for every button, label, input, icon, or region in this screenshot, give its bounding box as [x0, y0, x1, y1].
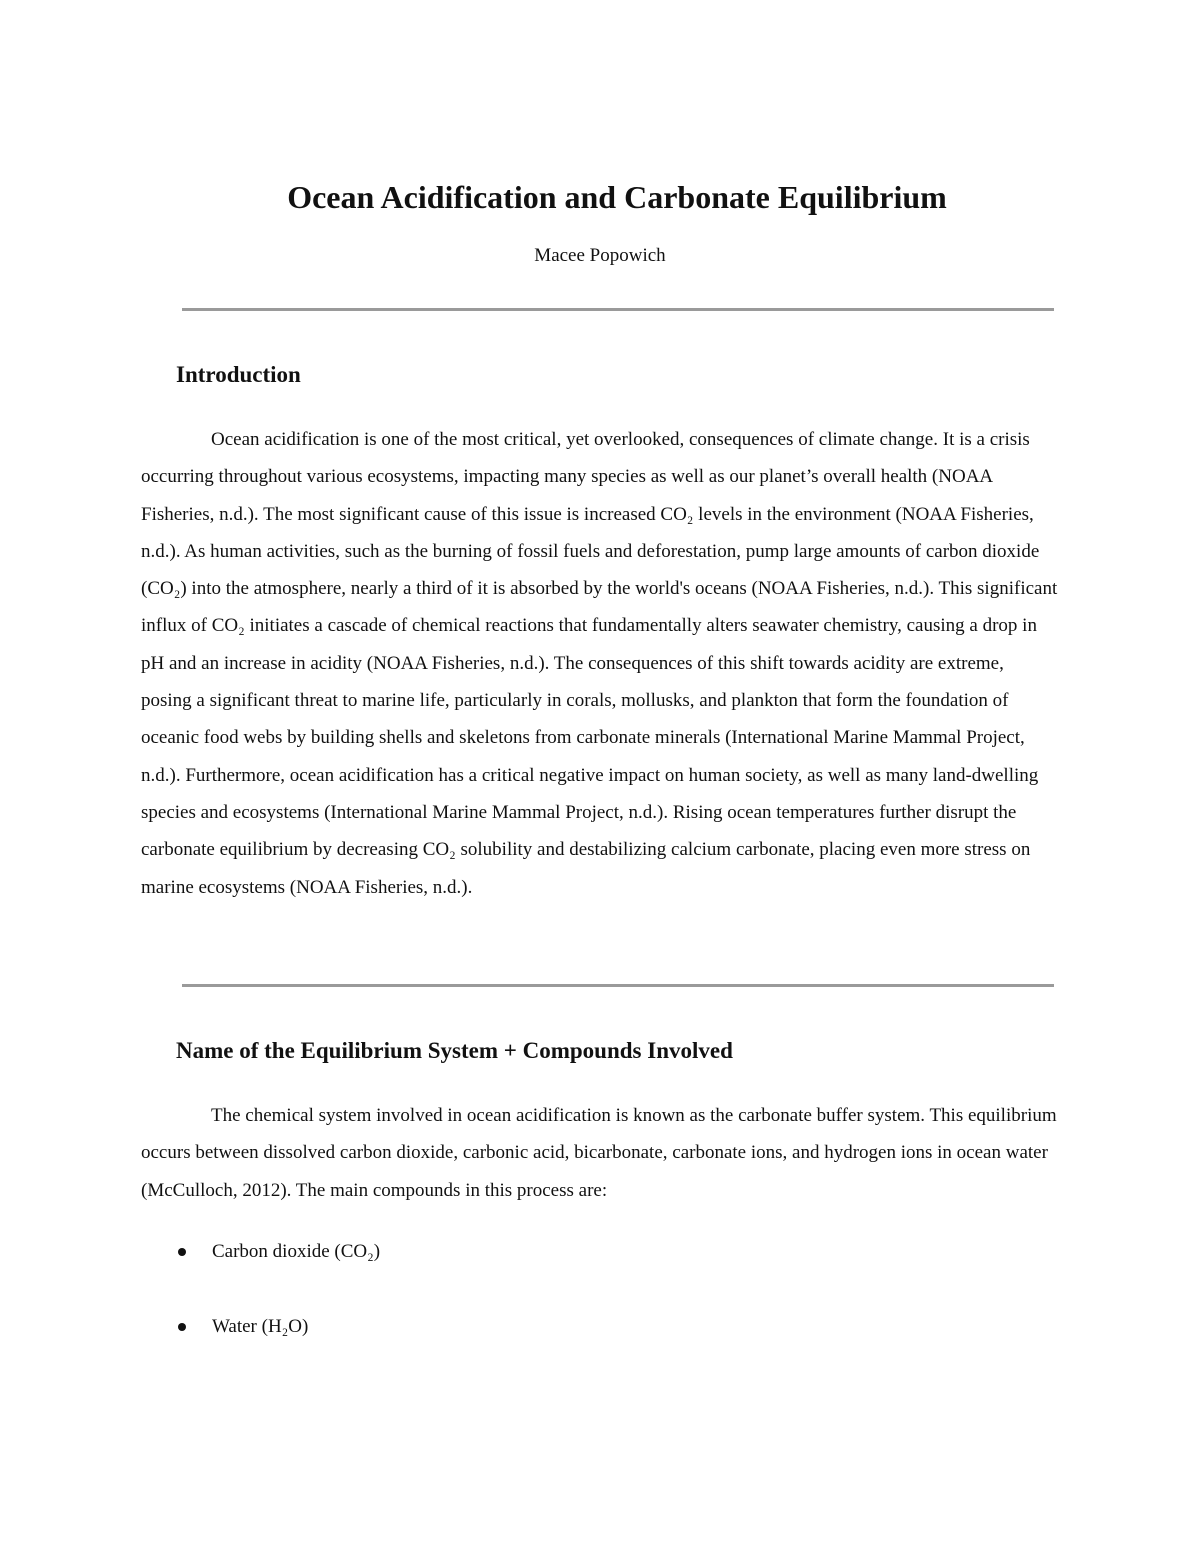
compound-label: Carbon dioxide (CO₂): [212, 1241, 381, 1262]
bullet-icon: [178, 1248, 186, 1256]
author-name: Macee Popowich: [534, 245, 666, 266]
introduction-heading: Introduction: [176, 362, 301, 387]
section-divider: [182, 984, 1054, 987]
list-item: [176, 1233, 380, 1270]
bullet-icon: [178, 1323, 186, 1331]
document-title: Ocean Acidification and Carbonate Equilibrium: [287, 179, 947, 215]
equilibrium-paragraph: The chemical system involved in ocean acidification is known as the carbonate buffer system. This equilibrium occurs between dissolved carbon dioxide, carbonic acid, bicarbonate, carbonate ions, and hydrogen ions in ocean water (McCulloch, 2012). The main compounds in this process are:: [141, 1105, 1057, 1201]
equilibrium-heading: Name of the Equilibrium System + Compounds Involved: [176, 1038, 733, 1063]
compound-label: Water (H₂O): [212, 1316, 309, 1337]
introduction-paragraph: Ocean acidification is one of the most critical, yet overlooked, consequences of climate change. It is a crisis occurring throughout various ecosystems, impacting many species as well as our planet’s overall health (NOAA Fisheries, n.d.). The most significant cause of this issue is increased CO₂ levels in the environment (NOAA Fisheries, n.d.). As human activities, such as the burning of fossil fuels and deforestation, pump large amounts of carbon dioxide (CO₂) into the atmosphere, nearly a third of it is absorbed by the world's oceans (NOAA Fisheries, n.d.). This significant influx of CO₂ initiates a cascade of chemical reactions that fundamentally alters seawater chemistry, causing a drop in pH and an increase in acidity (NOAA Fisheries, n.d.). The consequences of this shift towards acidity are extreme, posing a significant threat to marine life, particularly in corals, mollusks, and plankton that form the foundation of oceanic food webs by building shells and skeletons from carbonate minerals (International Marine Mammal Project, n.d.). Furthermore, ocean acidification has a critical negative impact on human society, as well as many land-dwelling species and ecosystems (International Marine Mammal Project, n.d.). Rising ocean temperatures further disrupt the carbonate equilibrium by decreasing CO₂ solubility and destabilizing calcium carbonate, placing even more stress on marine ecosystems (NOAA Fisheries, n.d.).: [141, 429, 1058, 898]
section-divider: [182, 308, 1054, 311]
compounds-list: [176, 1233, 380, 1383]
list-item: [176, 1308, 380, 1345]
